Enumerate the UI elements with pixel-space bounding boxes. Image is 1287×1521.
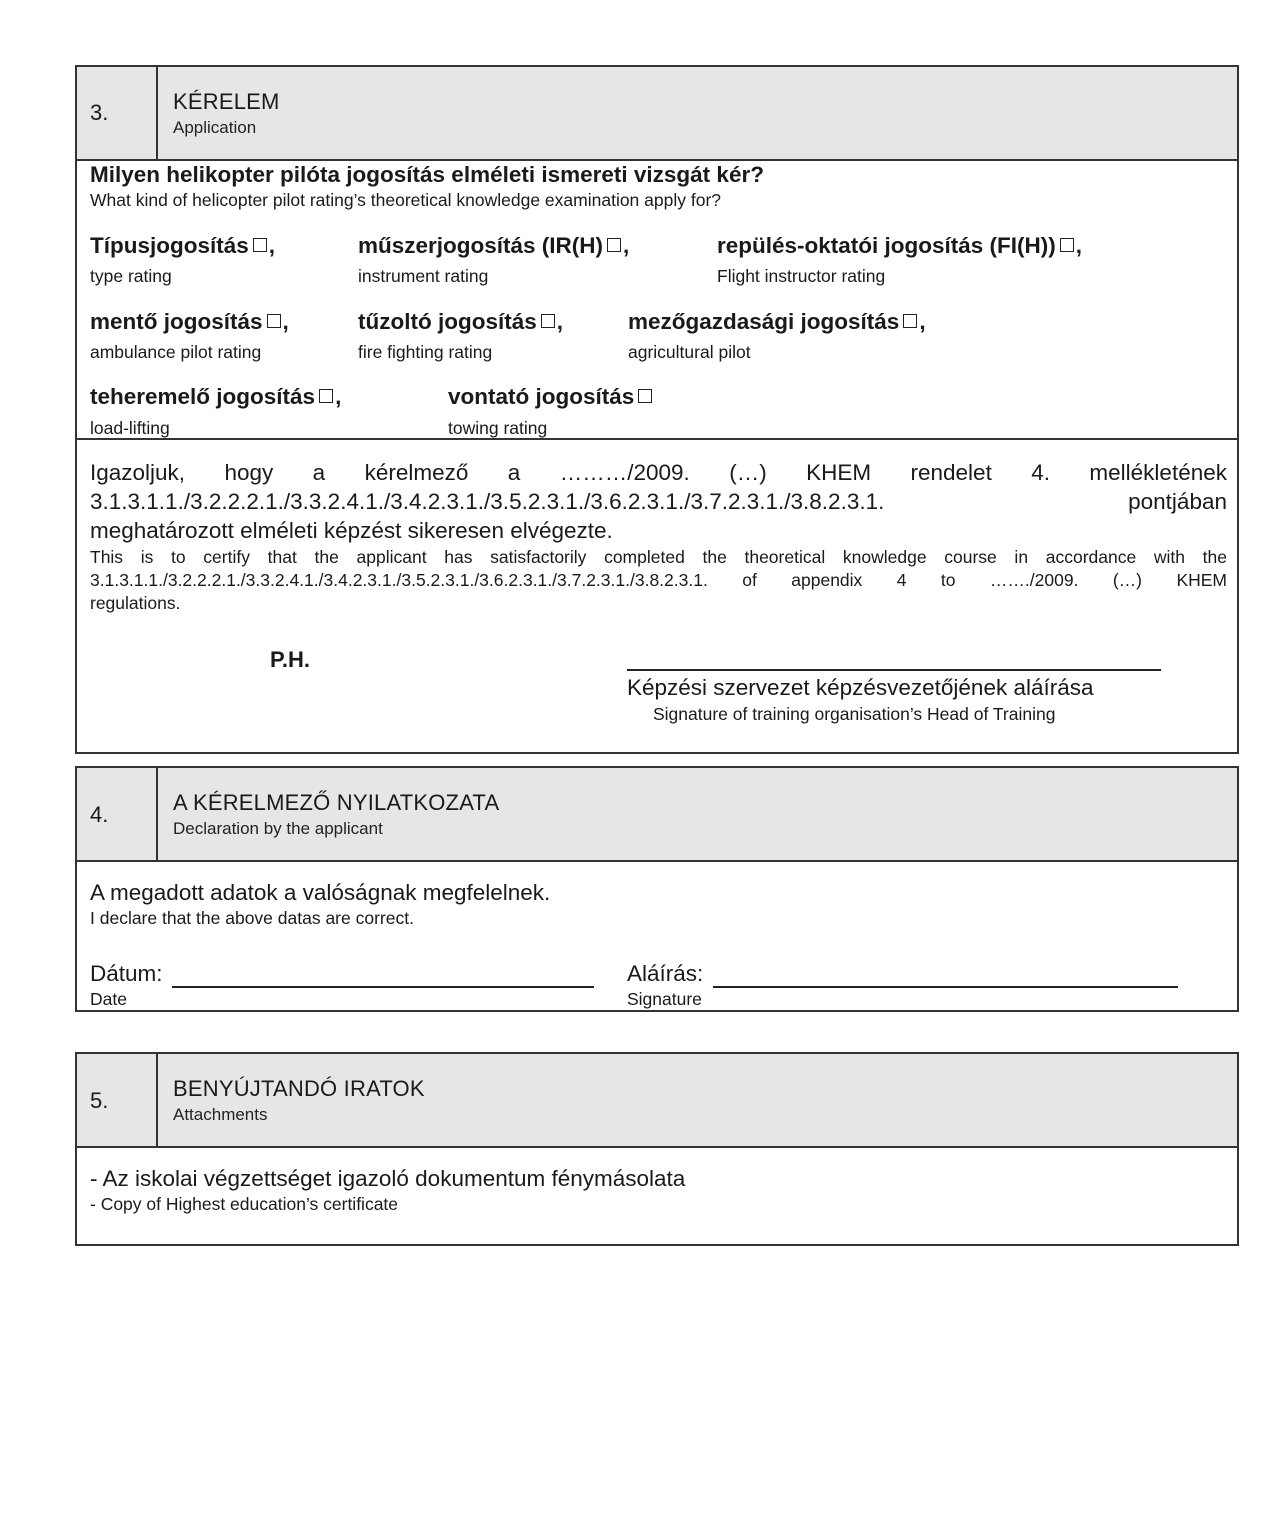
option-label-en: instrument rating xyxy=(358,266,489,286)
section-number: 4. xyxy=(90,802,109,827)
checkbox-type-rating[interactable] xyxy=(253,238,267,252)
section-4-header xyxy=(77,768,1237,862)
option-suffix: , xyxy=(556,309,564,334)
signature-label-en: Signature xyxy=(627,989,702,1009)
signature-label-en: Signature of training organisation’s Head of Training xyxy=(653,704,1056,724)
option-label-en: fire fighting rating xyxy=(358,342,493,362)
date-label-hu: Dátum: xyxy=(90,961,163,986)
certification-en-line-2: 3.1.3.1.1./3.2.2.2.1./3.3.2.4.1./3.4.2.3.1./3.5.2.3.1./3.6.2.3.1./3.7.2.3.1./3.8.2.3.1. of appendix 4 to ……./2009. (…) KHEM xyxy=(90,570,1227,590)
stamp-placeholder: P.H. xyxy=(270,647,310,672)
option-suffix: , xyxy=(335,384,342,409)
option-label-hu: műszerjogosítás (IR(H) xyxy=(358,233,604,258)
attachment-item-hu: - Az iskolai végzettséget igazoló dokumentum fénymásolata xyxy=(90,1166,686,1191)
option-label-hu: Típusjogosítás xyxy=(90,233,249,258)
option-label-hu: mezőgazdasági jogosítás xyxy=(628,309,900,334)
checkbox-ambulance-rating[interactable] xyxy=(267,314,281,328)
declaration-hu: A megadott adatok a valóságnak megfelelnek. xyxy=(90,880,551,905)
option-label-hu: tűzoltó jogosítás xyxy=(358,309,537,334)
section-4-declaration xyxy=(75,766,1239,1012)
option-fire-fighting-rating[interactable] xyxy=(358,309,563,335)
option-label-hu: repülés-oktatói jogosítás (FI(H)) xyxy=(717,233,1056,258)
attachment-item-en: - Copy of Highest education’s certificate xyxy=(90,1194,399,1214)
checkbox-load-lifting-rating[interactable] xyxy=(319,389,333,403)
option-instrument-rating[interactable] xyxy=(358,233,629,259)
option-ambulance-rating[interactable] xyxy=(90,309,289,335)
signature-label-hu: Képzési szervezet képzésvezetőjének aláírása xyxy=(627,675,1094,700)
option-suffix: , xyxy=(268,233,276,258)
certification-en-line-3: regulations. xyxy=(90,593,181,613)
declaration-en: I declare that the above datas are correct. xyxy=(90,908,414,928)
option-type-rating[interactable] xyxy=(90,233,275,259)
checkbox-towing-rating[interactable] xyxy=(638,389,652,403)
question-en: What kind of helicopter pilot rating’s theoretical knowledge examination apply for? xyxy=(90,190,722,210)
section-subtitle: Attachments xyxy=(173,1105,268,1124)
option-suffix: , xyxy=(919,309,926,334)
question-hu: Milyen helikopter pilóta jogosítás elméleti ismereti vizsgát kér? xyxy=(90,162,764,187)
signature-line[interactable] xyxy=(627,669,1161,671)
section-number-cell xyxy=(77,1054,158,1146)
option-label-en: type rating xyxy=(90,266,172,286)
section-number: 3. xyxy=(90,100,109,125)
date-label-en: Date xyxy=(90,989,127,1009)
section-5-header xyxy=(77,1054,1237,1148)
option-label-hu: vontató jogosítás xyxy=(448,384,635,409)
section-number: 5. xyxy=(90,1088,109,1113)
section-subtitle: Application xyxy=(173,118,257,137)
checkbox-instrument-rating[interactable] xyxy=(607,238,621,252)
certification-en-line-1: This is to certify that the applicant has satisfactorily completed the theoretical knowledge course in accordance with the xyxy=(90,547,1227,567)
checkbox-flight-instructor-rating[interactable] xyxy=(1060,238,1074,252)
section-subtitle: Declaration by the applicant xyxy=(173,819,383,838)
option-label-en: agricultural pilot xyxy=(628,342,751,362)
section-3-application xyxy=(75,65,1239,754)
option-agricultural-rating[interactable] xyxy=(628,309,926,335)
option-suffix: , xyxy=(623,233,630,258)
section-3-header xyxy=(77,67,1237,161)
option-load-lifting-rating[interactable] xyxy=(90,384,341,410)
signature-field[interactable] xyxy=(713,986,1178,988)
option-label-en: load-lifting xyxy=(90,418,170,438)
option-label-en: ambulance pilot rating xyxy=(90,342,262,362)
section-title: BENYÚJTANDÓ IRATOK xyxy=(173,1076,425,1101)
option-flight-instructor-rating[interactable] xyxy=(717,233,1082,259)
certification-hu-line-2: 3.1.3.1.1./3.2.2.2.1./3.3.2.4.1./3.4.2.3.1./3.5.2.3.1./3.6.2.3.1./3.7.2.3.1./3.8.2.3.1. pontjában xyxy=(90,489,1227,514)
section-number-cell xyxy=(77,67,158,159)
section-number-cell xyxy=(77,768,158,860)
date-field[interactable] xyxy=(172,986,594,988)
option-suffix: , xyxy=(282,309,289,334)
checkbox-fire-fighting-rating[interactable] xyxy=(541,314,555,328)
option-label-en: Flight instructor rating xyxy=(717,266,886,286)
section-5-attachments xyxy=(75,1052,1239,1246)
section-title: A KÉRELMEZŐ NYILATKOZATA xyxy=(173,790,500,815)
section-title: KÉRELEM xyxy=(173,89,280,114)
section-divider xyxy=(77,438,1237,440)
option-label-en: towing rating xyxy=(448,418,548,438)
option-label-hu: teheremelő jogosítás xyxy=(90,384,316,409)
option-towing-rating[interactable] xyxy=(448,384,654,410)
signature-label-hu: Aláírás: xyxy=(627,961,704,986)
certification-hu-line-1: Igazoljuk, hogy a kérelmező a ………/2009. (…) KHEM rendelet 4. mellékletének xyxy=(90,460,1227,485)
certification-hu-line-3: meghatározott elméleti képzést sikeresen elvégezte. xyxy=(90,518,613,543)
option-suffix: , xyxy=(1075,233,1083,258)
checkbox-agricultural-rating[interactable] xyxy=(903,314,917,328)
option-label-hu: mentő jogosítás xyxy=(90,309,263,334)
